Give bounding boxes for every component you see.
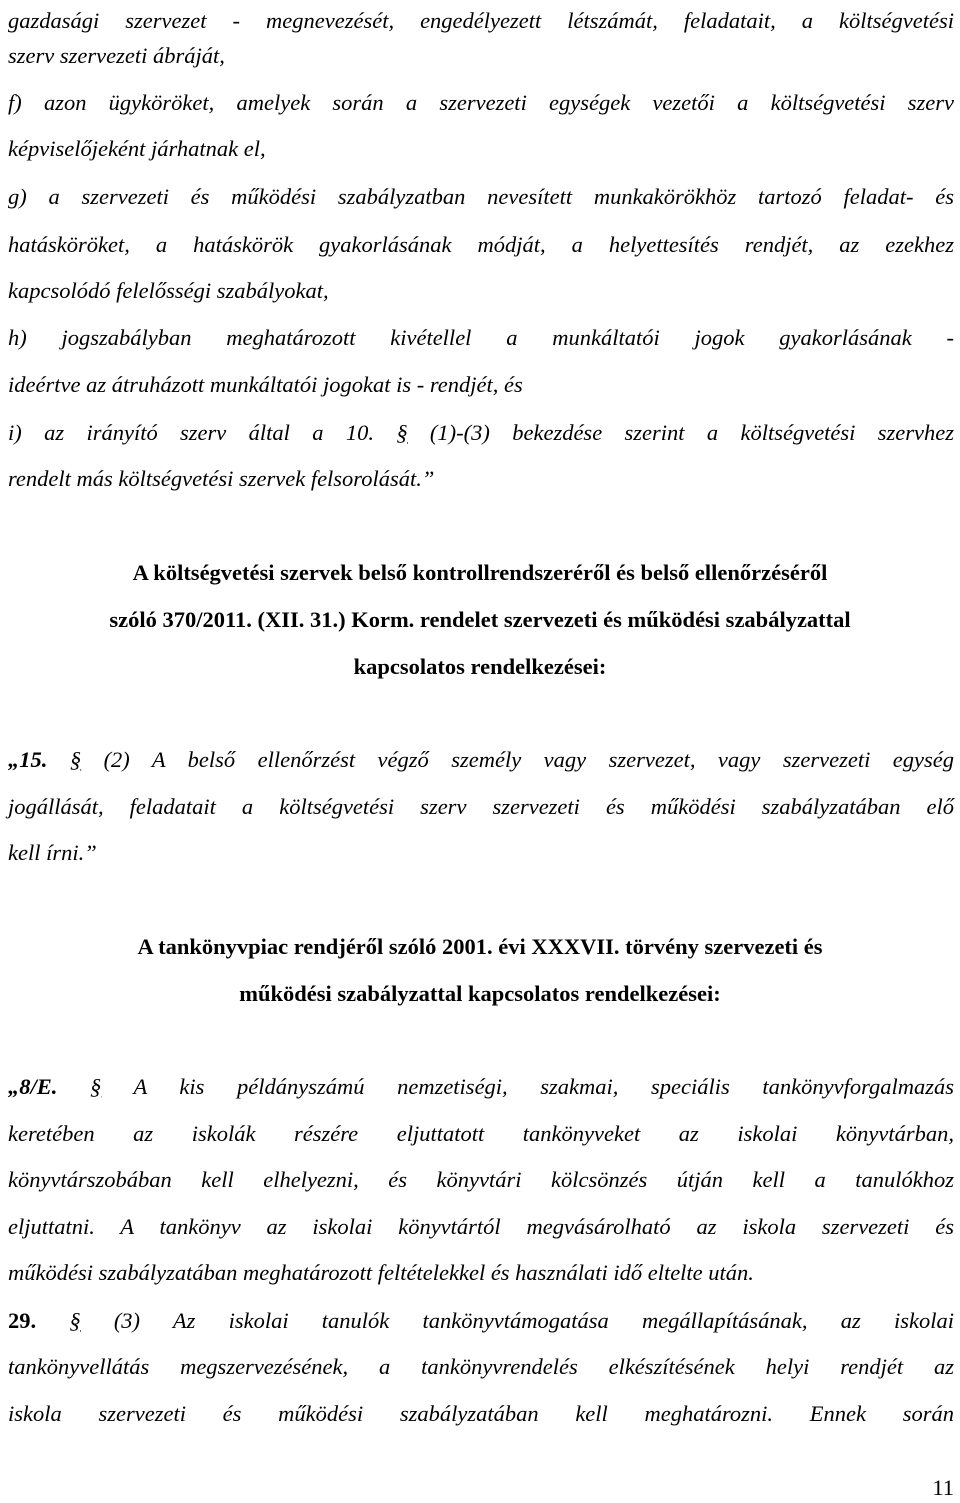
text-line: f) azon ügyköröket, amelyek során a szervezeti egységek vezetői a költségvetési szerv xyxy=(8,90,954,115)
para-29-text: (3) Az iskolai tanulók tankönyvtámogatása megállapításának, az iskolai xyxy=(113,1308,954,1333)
para-8e-text: A kis példányszámú nemzetiségi, szakmai, speciális tankönyvforgalmazás xyxy=(133,1074,954,1099)
text-line: szerv szervezeti ábráját, xyxy=(8,43,225,68)
text-line: képviselőjeként járhatnak el, xyxy=(8,136,266,161)
line-i-end: (1)-(3) bekezdése szerint a költségvetési szervhez xyxy=(429,420,955,445)
heading-line: működési szabályzattal kapcsolatos rendelkezései: xyxy=(239,981,721,1006)
para-15-number: „15. xyxy=(8,747,48,772)
text-line: h) jogszabályban meghatározott kivétellel a munkáltatói jogok gyakorlásának - xyxy=(8,325,954,350)
para-8e-line xyxy=(8,1072,954,1102)
para-29-line xyxy=(8,1306,954,1336)
line-i-start: i) az irányító szerv által a 10. xyxy=(8,420,374,445)
section-sign-link[interactable]: § xyxy=(90,1074,102,1099)
text-line-i xyxy=(8,418,954,448)
para-15-line xyxy=(8,745,954,775)
section-sign-link[interactable]: § xyxy=(69,747,82,772)
text-line: rendelt más költségvetési szervek felsorolását.” xyxy=(8,466,435,491)
heading-line: szóló 370/2011. (XII. 31.) Korm. rendelet szervezeti és működési szabályzattal xyxy=(109,607,851,632)
page-number: 11 xyxy=(932,1475,954,1500)
text-line: gazdasági szervezet - megnevezését, engedélyezett létszámát, feladatait, a költségvetési xyxy=(8,8,954,33)
text-line: könyvtárszobában kell elhelyezni, és könyvtári kölcsönzés útján kell a tanulókhoz xyxy=(8,1167,954,1192)
text-line: hatásköröket, a hatáskörök gyakorlásának módját, a helyettesítés rendjét, az ezekhez xyxy=(8,232,954,257)
heading-line: A tankönyvpiac rendjéről szóló 2001. évi XXXVII. törvény szervezeti és xyxy=(137,934,823,959)
text-line: eljuttatni. A tankönyv az iskolai könyvtártól megvásárolható az iskola szervezeti és xyxy=(8,1214,954,1239)
text-line: kapcsolódó felelősségi szabályokat, xyxy=(8,278,329,303)
para-29-number: 29. xyxy=(8,1308,37,1333)
text-line: működési szabályzatában meghatározott feltételekkel és használati idő eltelte után. xyxy=(8,1260,754,1285)
para-15-text: (2) A belső ellenőrzést végző személy vagy szervezet, vagy szervezeti egység xyxy=(103,747,955,772)
para-8e-number: „8/E. xyxy=(8,1074,58,1099)
section-sign-link[interactable]: § xyxy=(69,1308,81,1333)
text-line: ideértve az átruházott munkáltatói jogokat is - rendjét, és xyxy=(8,372,523,397)
heading-line: kapcsolatos rendelkezései: xyxy=(353,654,607,679)
text-line: g) a szervezeti és működési szabályzatban nevesített munkakörökhöz tartozó feladat- és xyxy=(8,184,954,209)
text-line: keretében az iskolák részére eljuttatott tankönyveket az iskolai könyvtárban, xyxy=(8,1121,954,1146)
section-sign-link[interactable]: § xyxy=(396,420,408,445)
text-line: kell írni.” xyxy=(8,840,97,865)
text-line: iskola szervezeti és működési szabályzatában kell meghatározni. Ennek során xyxy=(8,1401,954,1426)
heading-line: A költségvetési szervek belső kontrollrendszeréről és belső ellenőrzéséről xyxy=(132,560,828,585)
text-line: jogállását, feladatait a költségvetési szerv szervezeti és működési szabályzatában elő xyxy=(8,794,954,819)
text-line: tankönyvellátás megszervezésének, a tankönyvrendelés elkészítésének helyi rendjét az xyxy=(8,1354,954,1379)
